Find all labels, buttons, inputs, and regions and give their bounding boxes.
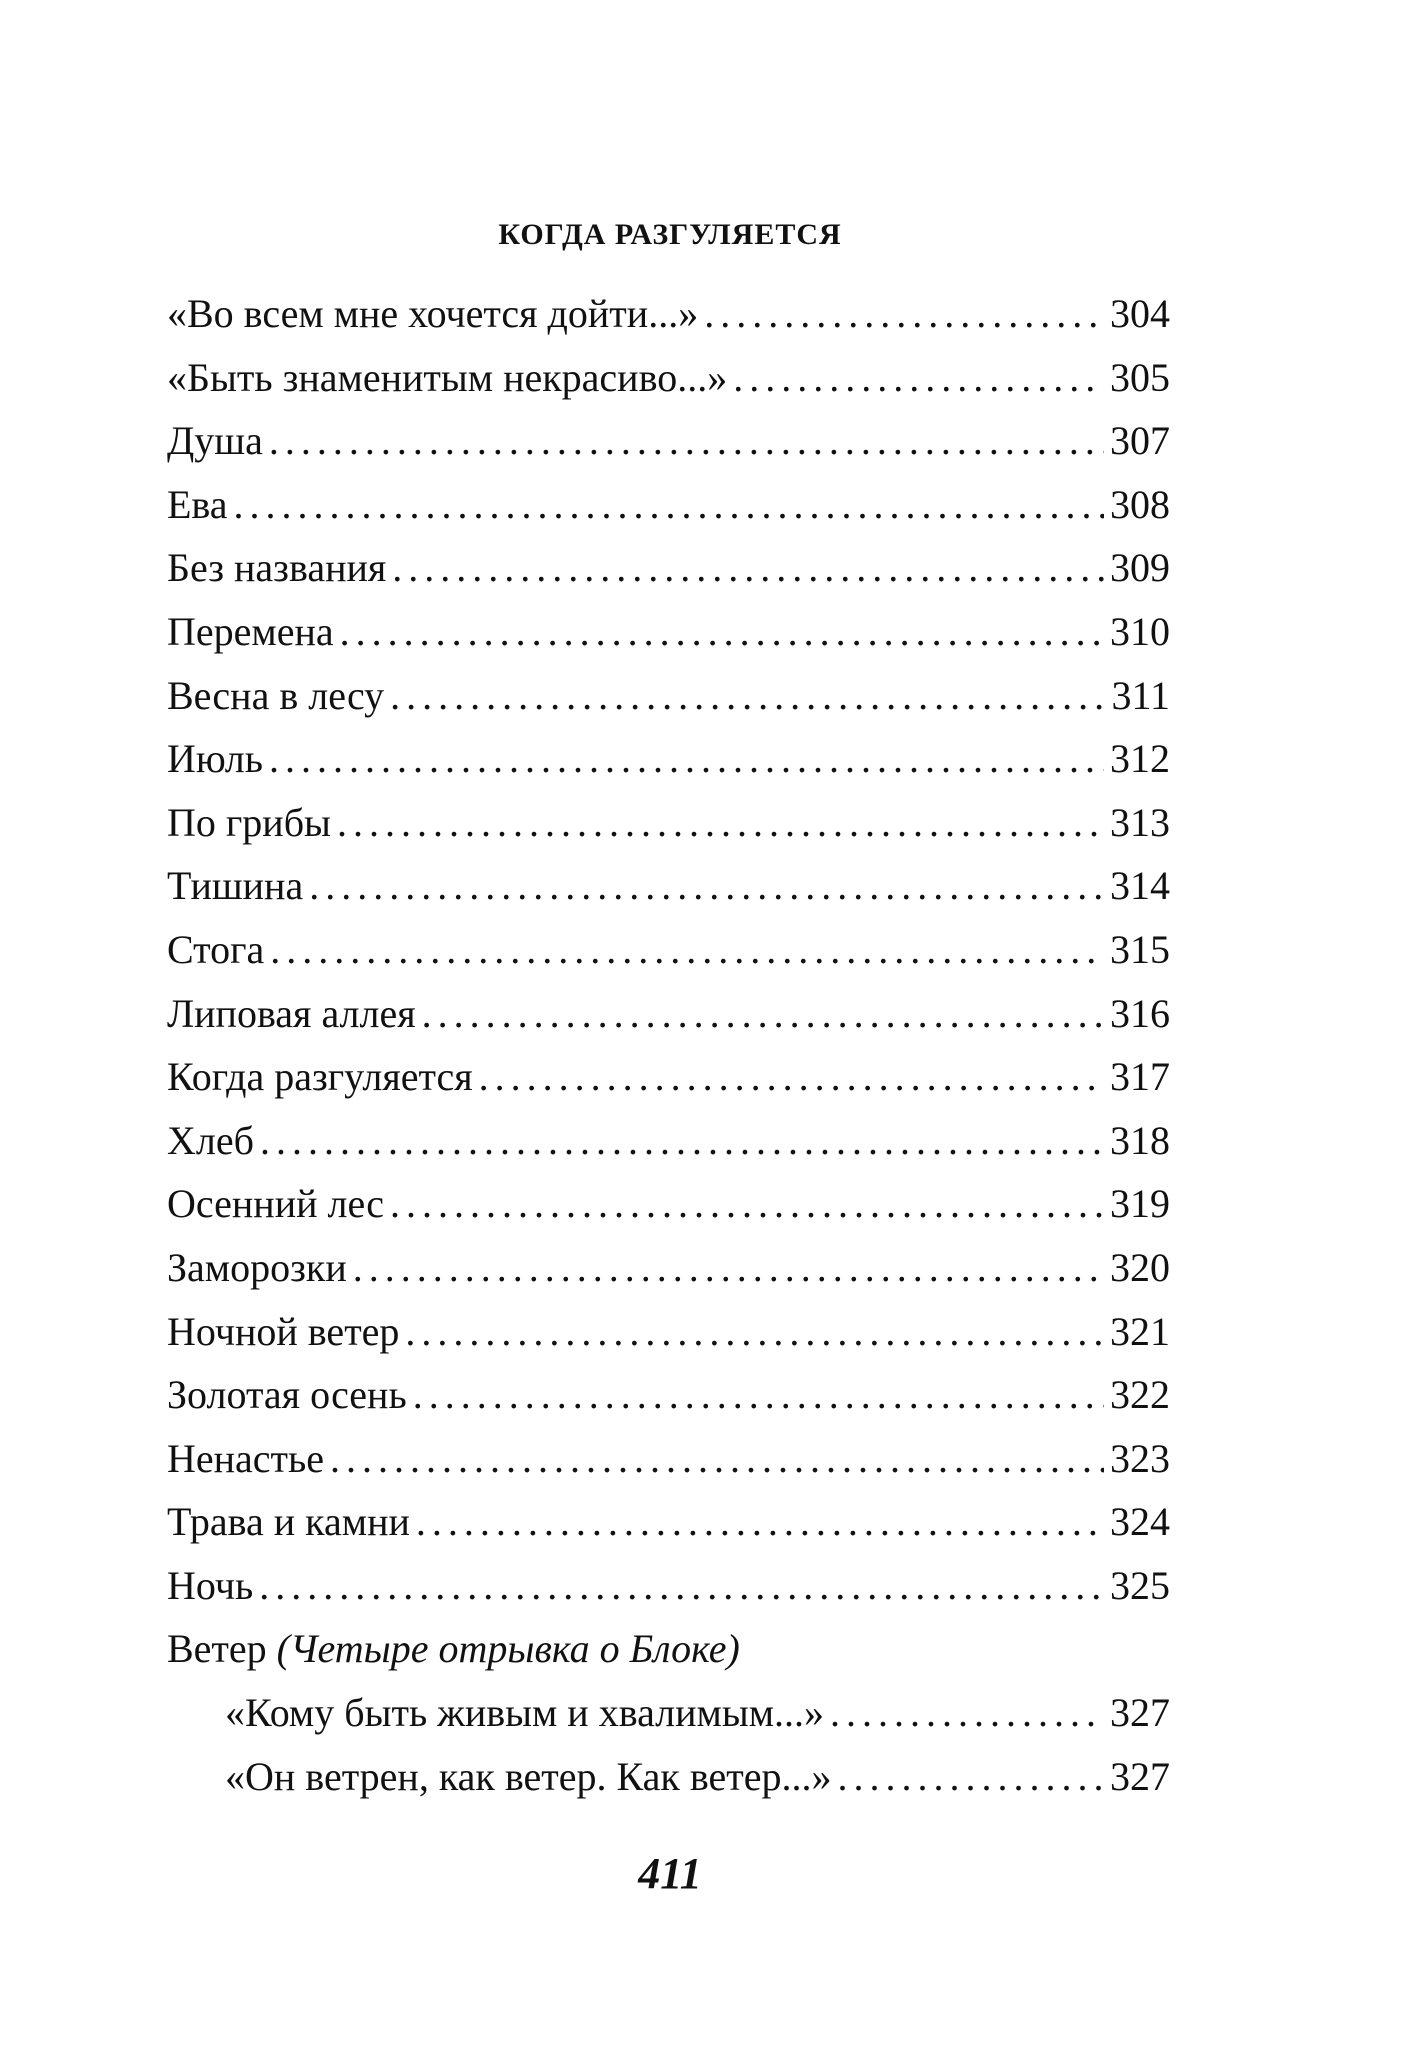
dot-leader — [309, 854, 1104, 918]
dot-leader — [269, 409, 1104, 473]
toc-entry-title: Июль — [167, 736, 263, 782]
toc-entry-title: Липовая аллея — [167, 990, 416, 1036]
toc-entry — [167, 1300, 1170, 1364]
toc-entry — [167, 409, 1170, 473]
toc-entry — [167, 791, 1170, 855]
dot-leader — [353, 1236, 1104, 1300]
toc-entry — [167, 1172, 1170, 1236]
toc-entry-title: Когда разгуляется — [167, 1054, 473, 1100]
dot-leader — [269, 727, 1104, 791]
toc-entry-title: Ненастье — [167, 1435, 325, 1481]
toc-entry — [167, 346, 1170, 410]
dot-leader — [837, 1745, 1104, 1809]
dot-leader — [390, 1172, 1104, 1236]
toc-entry-page: 305 — [1110, 354, 1170, 400]
toc-entry-page: 315 — [1110, 926, 1170, 972]
toc-entry — [167, 1363, 1170, 1427]
toc-entry — [167, 1045, 1170, 1109]
dot-leader — [234, 473, 1104, 537]
toc-entry-title: Заморозки — [167, 1244, 347, 1290]
toc-entry-title: По грибы — [167, 799, 331, 845]
toc-entry-title: Перемена — [167, 608, 334, 654]
toc-entry-page: 314 — [1110, 863, 1170, 909]
toc-entry-page: 311 — [1111, 672, 1170, 718]
toc-group-heading — [167, 1617, 1170, 1681]
toc-entry-title: Тишина — [167, 863, 304, 909]
toc-entry — [167, 1236, 1170, 1300]
toc-entry — [167, 600, 1170, 664]
toc-entry — [167, 473, 1170, 537]
dot-leader — [422, 982, 1104, 1046]
toc-entry-title: «Кому быть живым и хвалимым...» — [225, 1690, 825, 1736]
toc-entry-page: 310 — [1110, 608, 1170, 654]
toc-entry-page: 322 — [1110, 1372, 1170, 1418]
toc-entry-page: 317 — [1110, 1054, 1170, 1100]
toc-entry-page: 327 — [1110, 1690, 1170, 1736]
toc-entry-title: Без названия — [167, 545, 387, 591]
toc-entry — [167, 918, 1170, 982]
dot-leader — [330, 1427, 1104, 1491]
toc-entry-title: Хлеб — [167, 1117, 254, 1163]
toc-entry-page: 309 — [1110, 545, 1170, 591]
dot-leader — [340, 600, 1104, 664]
toc-entry-page: 308 — [1110, 481, 1170, 527]
toc-entry-page: 316 — [1110, 990, 1170, 1036]
dot-leader — [392, 536, 1104, 600]
toc-entry — [167, 282, 1170, 346]
toc-entry-title: «Во всем мне хочется дойти...» — [167, 291, 699, 336]
toc-entry-title: Ева — [167, 481, 228, 527]
toc-entry-title: «Быть знаменитым некрасиво...» — [167, 354, 728, 400]
dot-leader — [337, 791, 1104, 855]
toc-entry-page: 307 — [1110, 418, 1170, 464]
toc-entry — [167, 1490, 1170, 1554]
dot-leader — [704, 282, 1104, 346]
dot-leader — [479, 1045, 1104, 1109]
toc-entry-title: Ночь — [167, 1562, 254, 1608]
toc-entry-title: Трава и камни — [167, 1499, 410, 1545]
dot-leader — [390, 664, 1105, 728]
dot-leader — [405, 1300, 1104, 1364]
toc-entry-page: 318 — [1110, 1117, 1170, 1163]
toc-group-note: (Четыре отрывка о Блоке) — [276, 1626, 740, 1672]
table-of-contents — [167, 282, 1170, 1808]
toc-entry-page: 324 — [1110, 1499, 1170, 1545]
toc-entry-page: 312 — [1110, 736, 1170, 782]
toc-entry-page: 313 — [1110, 799, 1170, 845]
dot-leader — [259, 1554, 1104, 1618]
toc-entry-page: 325 — [1110, 1562, 1170, 1608]
toc-entry-title: Весна в лесу — [167, 672, 385, 718]
toc-entry-title: Стога — [167, 926, 265, 972]
toc-entry-page: 321 — [1110, 1308, 1170, 1354]
toc-entry-title: Осенний лес — [167, 1181, 384, 1227]
toc-entry — [167, 536, 1170, 600]
toc-entry-page: 319 — [1110, 1181, 1170, 1227]
toc-entry-title: «Он ветрен, как ветер. Как ветер...» — [225, 1753, 832, 1799]
toc-entry — [167, 664, 1170, 728]
toc-entry-page: 327 — [1110, 1753, 1170, 1799]
toc-entry-page: 320 — [1110, 1244, 1170, 1290]
toc-entry — [167, 727, 1170, 791]
dot-leader — [830, 1681, 1104, 1745]
dot-leader — [270, 918, 1104, 982]
toc-entry-page: 323 — [1110, 1435, 1170, 1481]
dot-leader — [413, 1363, 1104, 1427]
toc-entry-page: 304 — [1110, 291, 1170, 336]
toc-sub-entry — [167, 1681, 1170, 1745]
toc-entry — [167, 982, 1170, 1046]
toc-entry — [167, 1109, 1170, 1173]
toc-entry-title: Ночной ветер — [167, 1308, 400, 1354]
toc-sub-entry — [167, 1745, 1170, 1809]
toc-entry — [167, 854, 1170, 918]
toc-entry-title: Душа — [167, 418, 263, 464]
section-heading: КОГДА РАЗГУЛЯЕТСЯ — [498, 218, 842, 251]
toc-group-title: Ветер — [167, 1626, 267, 1672]
dot-leader — [733, 346, 1104, 410]
dot-leader — [416, 1490, 1104, 1554]
toc-entry-title: Золотая осень — [167, 1372, 407, 1418]
page-number: 411 — [638, 1849, 702, 1898]
toc-entry — [167, 1554, 1170, 1618]
dot-leader — [260, 1109, 1104, 1173]
toc-entry — [167, 1427, 1170, 1491]
